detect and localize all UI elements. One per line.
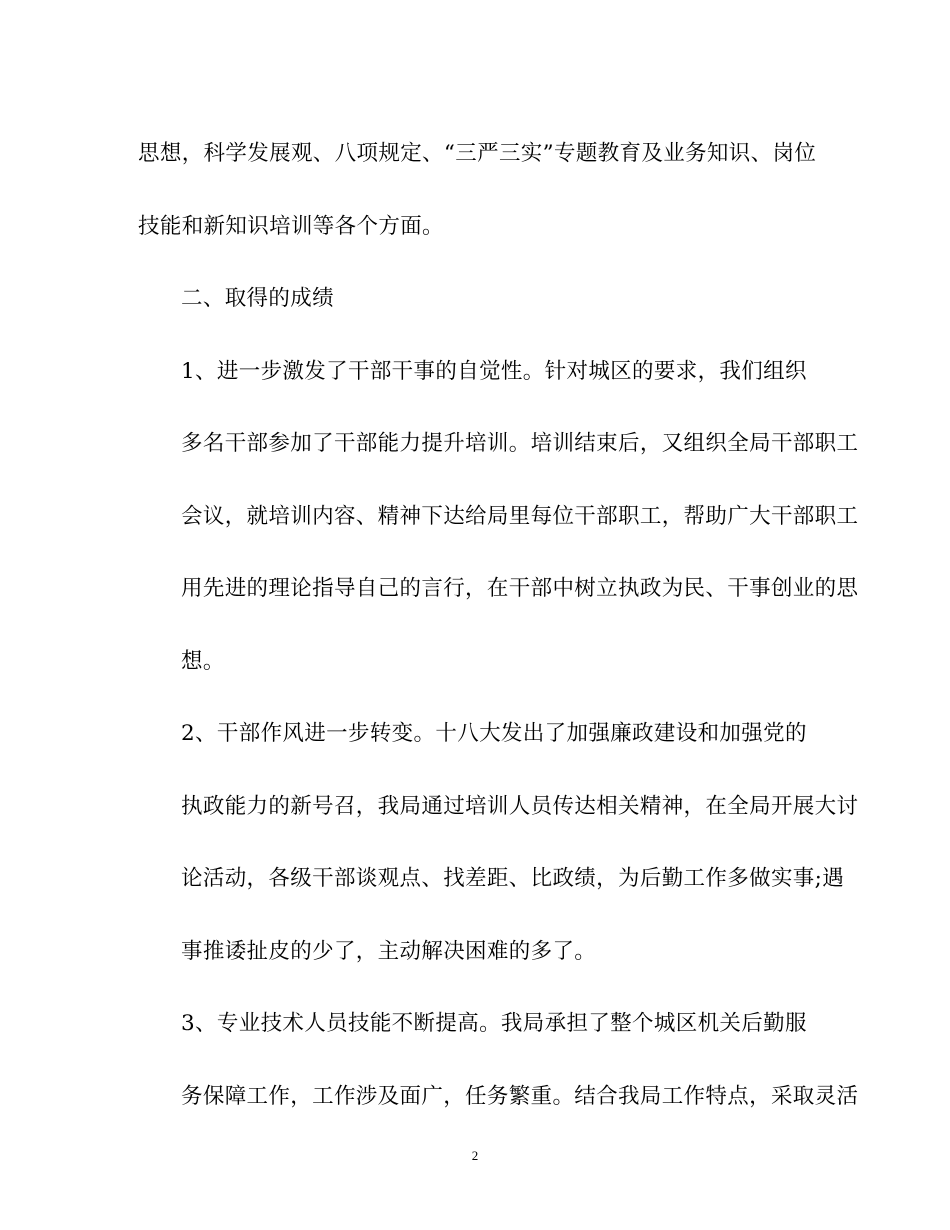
text-line: 2、干部作风进一步转变。十八大发出了加强廉政建设和加强党的 [181, 721, 807, 746]
text-line: 论活动，各级干部谈观点、找差距、比政绩，为后勤工作多做实事;遇 [181, 866, 845, 891]
text-line: 技能和新知识培训等各个方面。 [138, 213, 444, 239]
text-line: 想。 [181, 648, 225, 674]
text-line: 事推诿扯皮的少了，主动解决困难的多了。 [181, 938, 597, 964]
text-line: 多名干部参加了干部能力提升培训。培训结束后，又组织全局干部职工 [181, 431, 859, 456]
text-line: 3、专业技术人员技能不断提高。我局承担了整个城区机关后勤服 [181, 1011, 807, 1036]
text-line: 会议，就培训内容、精神下达给局里每位干部职工，帮助广大干部职工 [181, 503, 859, 529]
text-line: 执政能力的新号召，我局通过培训人员传达相关精神，在全局开展大讨 [181, 793, 859, 819]
text-line: 思想，科学发展观、八项规定、“三严三实”专题教育及业务知识、岗位 [138, 141, 817, 166]
document-body [138, 118, 859, 1133]
text-line: 务保障工作，工作涉及面广，任务繁重。结合我局工作特点，采取灵活 [181, 1083, 859, 1109]
paragraph-4 [138, 988, 859, 1133]
paragraph-2 [138, 336, 859, 699]
text-line: 二、取得的成绩 [181, 286, 334, 311]
section-heading [138, 263, 818, 336]
paragraph-1 [138, 118, 818, 263]
text-line: 1、进一步激发了干部干事的自觉性。针对城区的要求，我们组织 [181, 358, 807, 384]
text-line: 用先进的理论指导自己的言行，在干部中树立执政为民、干事创业的思 [181, 576, 859, 601]
page-number: 2 [471, 1148, 479, 1163]
paragraph-3 [138, 698, 859, 988]
